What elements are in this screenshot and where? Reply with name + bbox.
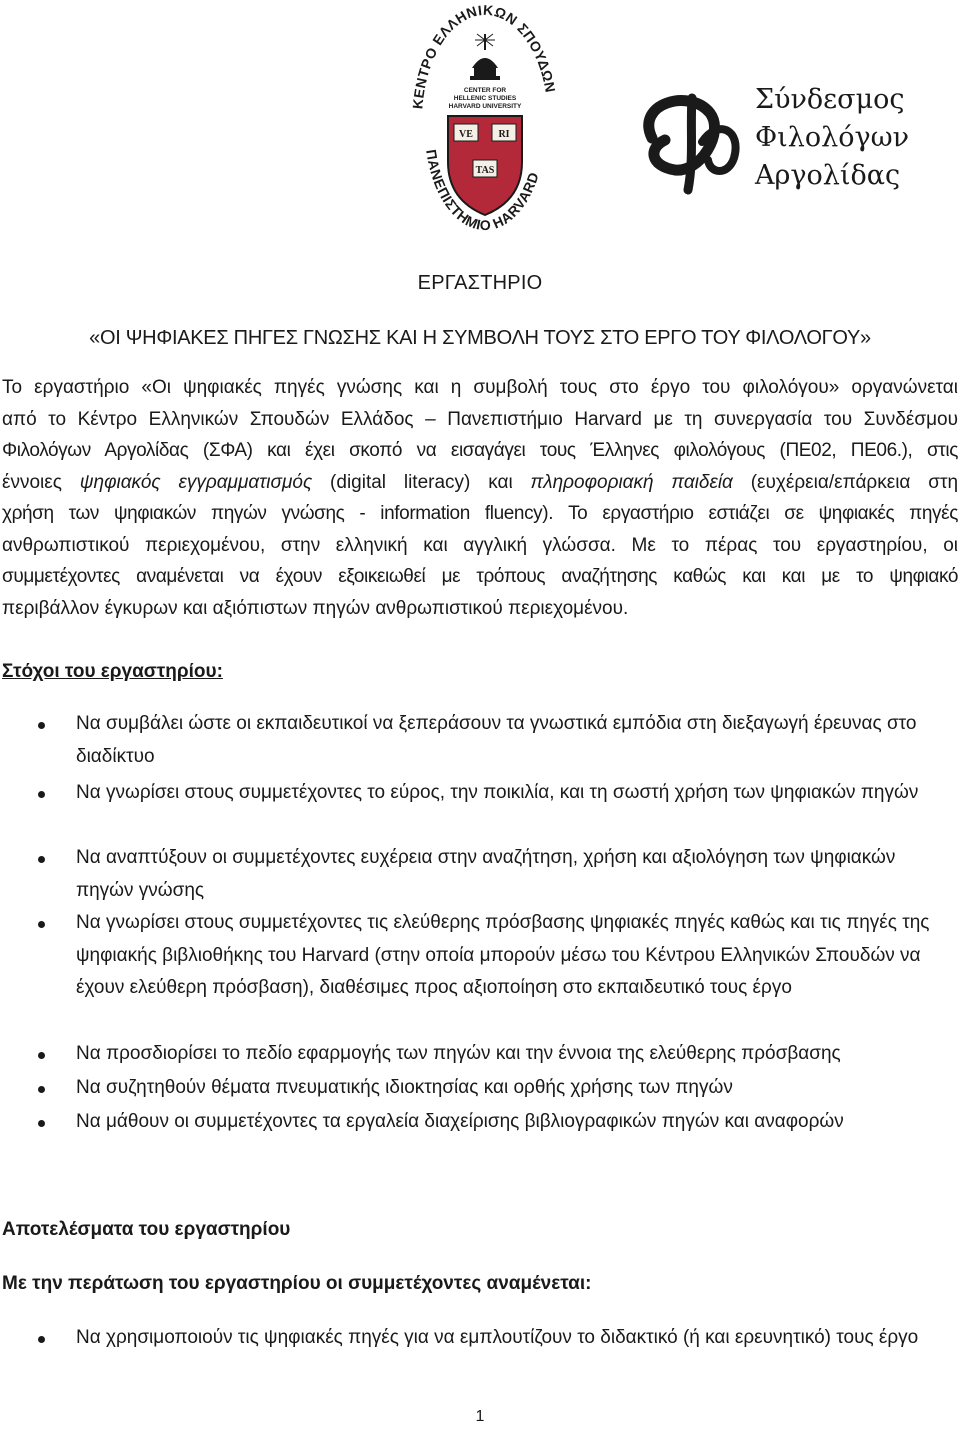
- goals-heading: Στόχοι του εργαστηρίου:: [2, 661, 223, 682]
- results-heading: Αποτελέσματα του εργαστηρίου: [2, 1219, 291, 1240]
- goal-text: Να γνωρίσει στους συμμετέχοντες το εύρος, την ποικιλία, και τη σωστή χρήση των ψηφιακών πηγών: [76, 782, 919, 803]
- intro-line-with-terms: [2, 467, 958, 499]
- shield-text-ve: VE: [459, 129, 473, 140]
- veritas-shield-icon: [448, 116, 522, 215]
- intro-text: έννοιες: [2, 471, 62, 493]
- header-logos: [0, 0, 960, 250]
- seal-outer-text-top: ΚΕΝΤΡΟ ΕΛΛΗΝΙΚΩΝ ΣΠΟΥΔΩΝ: [409, 1, 559, 110]
- seal-outer-text-bottom: ΠΑΝΕΠΙΣΤΗΜΙΟ HARVARD: [423, 148, 542, 234]
- sfa-line-1: Σύνδεσμος: [755, 84, 905, 115]
- phi-alpha-monogram-icon: [630, 78, 950, 198]
- shield-text-tas: TAS: [475, 165, 495, 176]
- intro-line: περιβάλλον έγκυρων και αξιόπιστων πηγών ανθρωπιστικού περιεχομένου.: [2, 597, 629, 619]
- list-item: [0, 1038, 930, 1072]
- seal-inner-line-2: HELLENIC STUDIES: [453, 95, 517, 102]
- list-item: [0, 1072, 930, 1106]
- shield-text-ri: RI: [498, 129, 510, 140]
- goal-text: Να γνωρίσει στους συμμετέχοντες τις ελεύθερης πρόσβασης ψηφιακές πηγές καθώς και τις πηγές της ψηφιακής βιβλιοθήκης του Harvard (στην οποία μπορούν μέσω του Κέντρου Ελληνικών Σπουδών να έχουν ελεύθερη πρόσβαση), διαθέσιμες προς αξιοποίηση στο εκπαιδευτικό τους έργο: [76, 912, 930, 998]
- sfa-line-2: Φιλολόγων: [755, 122, 910, 153]
- list-item: [0, 708, 930, 777]
- goal-text: Να προσδιορίσει το πεδίο εφαρμογής των πηγών και την έννοια της ελεύθερης πρόσβασης: [76, 1043, 841, 1064]
- lamp-icon: [470, 34, 500, 80]
- bullet-icon: [38, 1120, 45, 1127]
- bullet-icon: [38, 1052, 45, 1059]
- list-item: [0, 1106, 930, 1140]
- list-item: [0, 907, 930, 1038]
- bullet-icon: [38, 856, 45, 863]
- term-information-literacy: πληροφοριακή παιδεία: [530, 471, 733, 493]
- goal-text: Να συζητηθούν θέματα πνευματικής ιδιοκτησίας και ορθής χρήσης των πηγών: [76, 1077, 733, 1098]
- list-item: [0, 777, 930, 842]
- list-item: [0, 842, 930, 907]
- harvard-center-hellenic-studies-seal-icon: [400, 0, 570, 245]
- workshop-title: «ΟΙ ΨΗΦΙΑΚΕΣ ΠΗΓΕΣ ΓΝΩΣΗΣ ΚΑΙ Η ΣΥΜΒΟΛΗ ΤΟΥΣ ΣΤΟ ΕΡΓΟ ΤΟΥ ΦΙΛΟΛΟΓΟΥ»: [89, 327, 871, 349]
- intro-paragraph: [2, 372, 958, 624]
- goal-text: Να αναπτύξουν οι συμμετέχοντες ευχέρεια στην αναζήτηση, χρήση και αξιολόγηση των ψηφιακών πηγών γνώσης: [76, 847, 896, 901]
- sfa-monogram-mark: [649, 98, 736, 190]
- intro-line: Το εργαστήριο «Οι ψηφιακές πηγές γνώσης και η συμβολή τους στο έργο του φιλολόγου» οργανώνεται: [2, 377, 958, 398]
- bullet-icon: [38, 722, 45, 729]
- list-item: [0, 1322, 930, 1355]
- page-number: 1: [475, 1408, 485, 1425]
- bullet-icon: [38, 1086, 45, 1093]
- seal-inner-line-3: HARVARD UNIVERSITY: [448, 103, 522, 110]
- intro-line: από το Κέντρο Ελληνικών Σπουδών Ελλάδος – Πανεπιστήμιο Harvard με τη συνεργασία του Συνδέσμου: [2, 408, 958, 430]
- intro-line: χρήση των ψηφιακών πηγών γνώσης - information fluency). Το εργαστήριο εστιάζει σε ψηφιακές πηγές: [2, 503, 958, 524]
- expected-outcomes-heading: Με την περάτωση του εργαστηρίου οι συμμετέχοντες αναμένεται:: [2, 1273, 592, 1294]
- bullet-icon: [38, 921, 45, 928]
- intro-text: (digital literacy) και: [330, 471, 513, 493]
- goals-list: [0, 708, 930, 1140]
- goal-text: Να μάθουν οι συμμετέχοντες τα εργαλεία διαχείρισης βιβλιογραφικών πηγών και αναφορών: [76, 1111, 844, 1132]
- bullet-icon: [38, 1336, 45, 1343]
- workshop-label: ΕΡΓΑΣΤΗΡΙΟ: [417, 272, 543, 294]
- intro-line: Φιλολόγων Αργολίδας (ΣΦΑ) και έχει σκοπό να εισαγάγει τους Έλληνες φιλολόγους (ΠΕ02, ΠΕ06.), στις: [2, 440, 958, 461]
- result-text: Να χρησιμοποιούν τις ψηφιακές πηγές για να εμπλουτίζουν το διδακτικό (ή και ερευνητικό) τους έργο: [76, 1327, 919, 1348]
- intro-line: ανθρωπιστικού περιεχομένου, στην ελληνική και αγγλική γλώσσα. Με το πέρας του εργαστηρίου, οι: [2, 534, 958, 556]
- results-list: [0, 1322, 930, 1355]
- sfa-line-3: Αργολίδας: [755, 160, 901, 191]
- seal-inner-line-1: CENTER FOR: [463, 87, 507, 94]
- bullet-icon: [38, 791, 45, 798]
- intro-line: συμμετέχοντες αναμένεται να έχουν εξοικειωθεί με τρόπους αναζήτησης καθώς και και με το ψηφιακό: [2, 566, 958, 587]
- term-digital-literacy: ψηφιακός εγγραμματισμός: [79, 471, 313, 493]
- goal-text: Να συμβάλει ώστε οι εκπαιδευτικοί να ξεπεράσουν τα γνωστικά εμπόδια στη διεξαγωγή έρευνας στο διαδίκτυο: [76, 713, 917, 767]
- intro-text: (ευχέρεια/επάρκεια στη: [750, 471, 959, 493]
